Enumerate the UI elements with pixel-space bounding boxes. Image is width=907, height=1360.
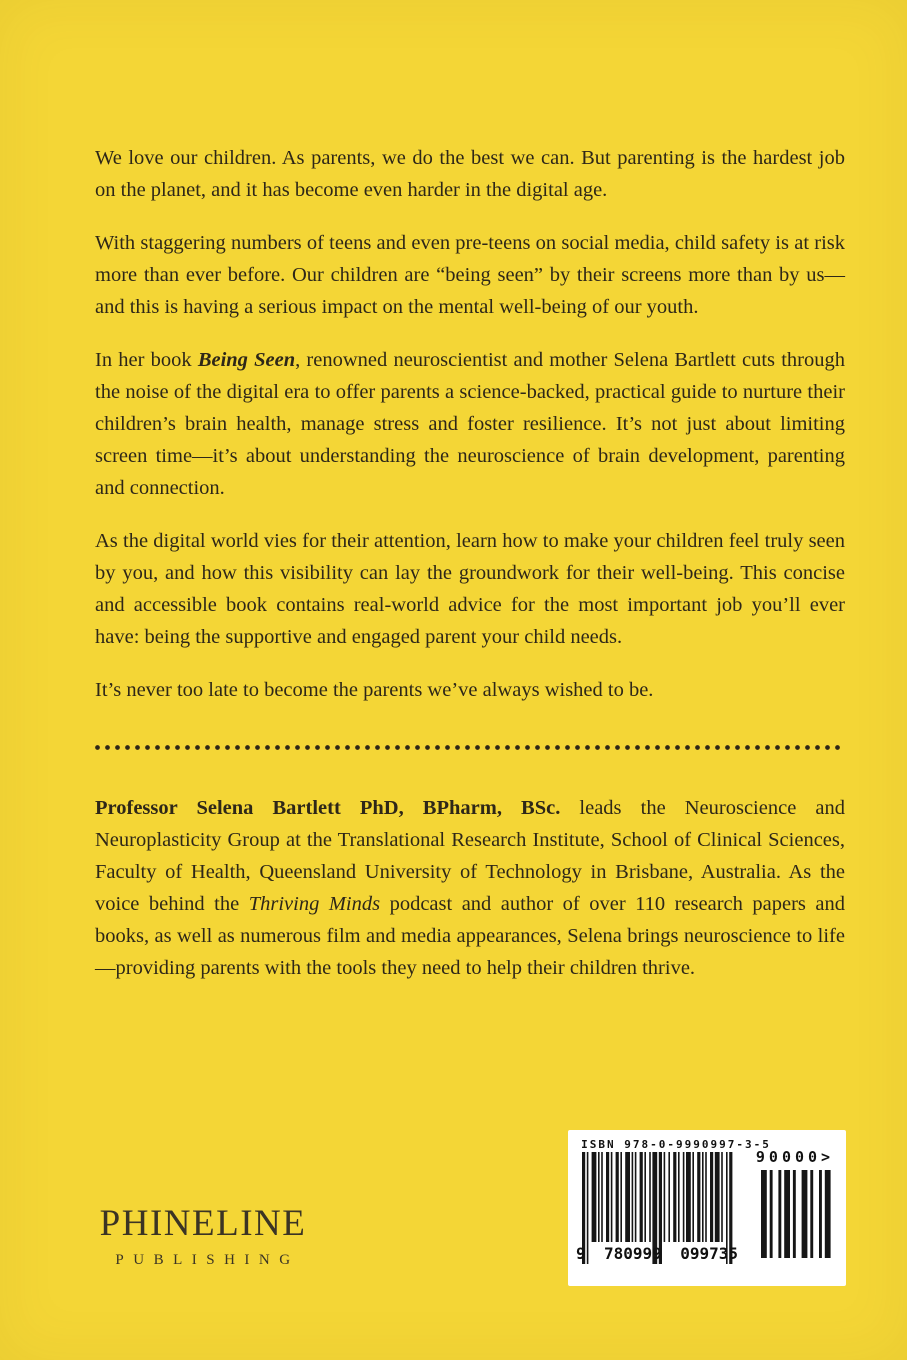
synopsis-paragraph bbox=[95, 142, 845, 206]
publisher-subtitle: PUBLISHING bbox=[115, 1251, 300, 1268]
text-segment: It’s never too late to become the parents we’ve always wished to be. bbox=[95, 679, 654, 701]
barcode-panel bbox=[568, 1130, 846, 1286]
text-segment: Professor Selena Bartlett PhD, BPharm, BSc. bbox=[95, 797, 561, 819]
text-segment: , renowned neuroscientist and mother Selena Bartlett cuts through the noise of the digital era to offer parents a science-backed, practical guide to nurture their children’s brain health, manage stress and foster resilience. It’s not just about limiting screen time—it’s about understanding the neuroscience of brain development, parenting and connection. bbox=[95, 349, 845, 499]
text-segment: As the digital world vies for their attention, learn how to make your children feel truly seen by you, and how this visibility can lay the groundwork for their well-being. This concise and accessible book contains real-world advice for the most important job you’ll ever have: being the supportive and engaged parent your child needs. bbox=[95, 530, 845, 648]
synopsis-paragraph bbox=[95, 227, 845, 323]
publisher-logo bbox=[86, 1204, 320, 1269]
text-segment: With staggering numbers of teens and even pre-teens on social media, child safety is at risk more than ever before. Our children are “being seen” by their screens more than by us—and this is having a serious impact on the mental well-being of our youth. bbox=[95, 232, 845, 318]
text-segment: In her book bbox=[95, 349, 198, 371]
ean-lead-digit: 9 bbox=[576, 1244, 586, 1263]
ean-digits bbox=[576, 1244, 738, 1263]
text-segment: Being Seen bbox=[197, 349, 296, 371]
publisher-name: PHINELINE bbox=[99, 1203, 307, 1244]
barcode-price-code: 90000> bbox=[755, 1148, 835, 1166]
synopsis-text bbox=[95, 142, 845, 706]
text-segment: We love our children. As parents, we do the best we can. But parenting is the hardest job on the planet, and it has become even harder in the digital age. bbox=[95, 147, 845, 201]
text-segment: podcast and author of over 110 research papers and books, as well as numerous film and media appearances, Selena brings neuroscience to life—providing parents with the tools they need to help their children thrive. bbox=[95, 893, 845, 979]
ean-group-1: 780999 bbox=[604, 1244, 662, 1263]
price-addon bbox=[754, 1148, 836, 1260]
text-segment: leads the Neuroscience and Neuroplasticity Group at the Translational Research Institute, School of Clinical Sciences, Faculty of Health, Queensland University of Technology in Brisbane, Australia. As the voice behind the bbox=[95, 797, 845, 915]
addon-barcode bbox=[758, 1170, 832, 1260]
isbn-label: ISBN 978-0-9990997-3-5 bbox=[581, 1138, 771, 1151]
dotted-divider bbox=[95, 745, 845, 750]
synopsis-paragraph bbox=[95, 674, 845, 706]
text-segment: Thriving Minds bbox=[248, 893, 381, 915]
synopsis-paragraph bbox=[95, 344, 845, 504]
ean-group-2: 099735 bbox=[680, 1244, 738, 1263]
synopsis-paragraph bbox=[95, 525, 845, 653]
author-bio bbox=[95, 792, 845, 984]
